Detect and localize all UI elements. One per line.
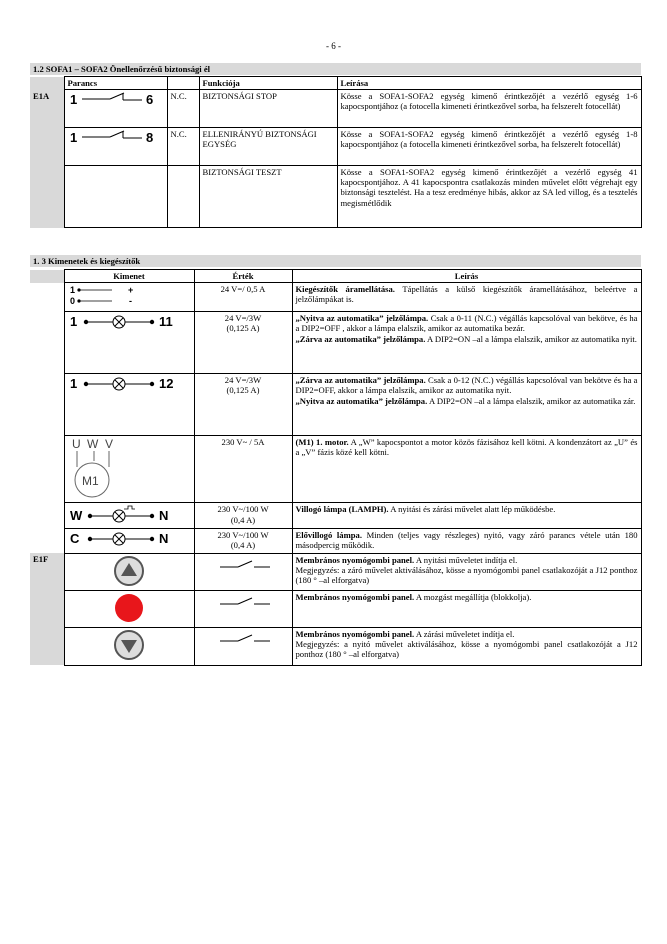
svg-text:W: W (69, 508, 82, 524)
contact-symbol (64, 128, 167, 166)
output-value: 24 V=/ 0,5 A (194, 283, 292, 312)
svg-text:0: 0 (69, 296, 75, 307)
contact-symbol (194, 627, 292, 665)
sofa-table (30, 76, 642, 228)
function-description: Kösse a SOFA1-SOFA2 egység kimenő érintkezőjét a vezérlő egység 1-8 kapocspontjához (a fotocella kimeneti érintkezővel sorba, ha felszerelt fotocellát) (337, 128, 641, 166)
svg-text:U: U (71, 437, 81, 452)
output-description: Kiegészítők áramellátása. Tápellátás a külső kiegészítők áramellátásához, beleértve a jelzőlámpákat is. (292, 283, 641, 312)
svg-text:W: W (86, 437, 98, 452)
function-description: Kösse a SOFA1-SOFA2 egység kimenő érintkezőjét a vezérlő egység 41 kapocspontjához. A 41 kapocspontra csatlakozás minden művelet előtt végrehajt egy biztonsági tesztelést. Ha a tesz eredménye hibás, akkor az SA led villog, és a tesztelés megismétlődik (337, 166, 641, 228)
output-description: „Nyitva az automatika” jelzőlámpa. Csak a 0-11 (N.C.) végállás kapcsolóval van bekötve, és ha a DIP2=OFF , akkor a lámpa elalszik, amikor az automatika bezár. „Zárva az automatika” jelzőlámpa. A DIP2=ON –al a lámpa elalszik, amikor az automatika nyit. (292, 312, 641, 374)
membrane-open-button[interactable] (64, 553, 194, 590)
output-value: 24 V=/3W (0,125 A) (194, 312, 292, 374)
header-leiras: Leírás (292, 270, 641, 283)
nc-label: N.C. (167, 90, 199, 128)
header-leiras: Leírása (337, 77, 641, 90)
svg-text:11: 11 (158, 314, 173, 330)
output-value: 230 V~/100 W (0,4 A) (194, 528, 292, 553)
svg-text:N: N (158, 530, 168, 546)
output-value: 230 V~ / 5A (194, 436, 292, 503)
output-symbol (64, 312, 194, 374)
motor-symbol (64, 436, 194, 503)
function-description: Kösse a SOFA1-SOFA2 egység kimenő érintkezőjét a vezérlő egység 1-6 kapocspontjához (a fotocella kimeneti érintkezővel sorba, ha felszerelt fotocellát) (337, 90, 641, 128)
svg-text:1: 1 (69, 285, 75, 296)
contact-symbol (64, 90, 167, 128)
terminal-from: 1 (69, 92, 77, 108)
button-description: Membrános nyomógombi panel. A mozgást megállítja (blokkolja). (292, 590, 641, 627)
page-number: - 6 - (326, 41, 341, 51)
output-symbol (64, 503, 194, 528)
svg-text:1: 1 (69, 314, 77, 330)
svg-text:N: N (158, 508, 168, 524)
function-name: ELLENIRÁNYÚ BIZTONSÁGI EGYSÉG (199, 128, 337, 166)
section-title-sofa: 1.2 SOFA1 – SOFA2 Önellenőrzésű biztonsági él (30, 63, 641, 75)
svg-text:C: C (69, 530, 79, 546)
outputs-table (30, 269, 642, 666)
terminal-to: 6 (145, 92, 153, 108)
output-description: „Zárva az automatika” jelzőlámpa. Csak a 0-12 (N.C.) végállás kapcsolóval van bekötve és ha a DIP2=OFF, akkor a lámpa elalszik, amikor az automatika nyit. „Nyitva az automatika” jelzőlámpa. A DIP2=ON –al a lámpa elalszik, amikor az automatika zár. (292, 374, 641, 436)
nc-label: N.C. (167, 128, 199, 166)
output-value: 230 V~/100 W (0,4 A) (194, 503, 292, 528)
contact-symbol (194, 553, 292, 590)
output-description: (M1) 1. motor. A „W” kapocspontot a motor közös fázisához kell kötni. A kondenzátort az „U” és a „V” fázis közé kell kötni. (292, 436, 641, 503)
button-description: Membrános nyomógombi panel. A zárási műveletet indítja el. Megjegyzés: a nyitó művelet aktiválásához, kösse a nyomógombi panel csatlakozóját a J12 ponthoz (180 ° –al elforgatva) (292, 627, 641, 665)
terminal-to: 8 (145, 130, 153, 146)
output-value: 24 V=/3W (0,125 A) (194, 374, 292, 436)
output-symbol (64, 283, 194, 312)
button-description: Membrános nyomógombi panel. A nyitási műveletet indítja el. Megjegyzés: a záró művelet aktiválásához, kösse a nyomógombi panel csatlakozóját a J12 ponthoz (180 ° –al elforgatva) (292, 553, 641, 590)
membrane-close-button[interactable] (64, 627, 194, 665)
terminal-from: 1 (69, 130, 77, 146)
header-parancs: Parancs (64, 77, 167, 90)
svg-text:1: 1 (69, 376, 77, 392)
header-funkcio: Funkciója (199, 77, 337, 90)
output-description: Villogó lámpa (LAMPH). A nyitási és zárási művelet alatt lép működésbe. (292, 503, 641, 528)
header-ertek: Érték (194, 270, 292, 283)
output-symbol (64, 528, 194, 553)
section-title-outputs: 1. 3 Kimenetek és kiegészítők (30, 255, 641, 267)
code-e1f: E1F (30, 553, 64, 665)
function-name: BIZTONSÁGI TESZT (199, 166, 337, 228)
function-name: BIZTONSÁGI STOP (199, 90, 337, 128)
output-description: Elővillogó lámpa. Minden (teljes vagy részleges) nyitó, vagy záró parancs vétele után 180 másodpercig működik. (292, 528, 641, 553)
membrane-stop-button[interactable] (64, 590, 194, 627)
header-kimenet: Kimenet (64, 270, 194, 283)
svg-text:V: V (104, 437, 113, 452)
svg-text:M1: M1 (81, 474, 99, 489)
svg-text:12: 12 (158, 376, 173, 392)
output-symbol (64, 374, 194, 436)
svg-text:+: + (127, 285, 133, 296)
contact-symbol (194, 590, 292, 627)
svg-text:-: - (128, 296, 132, 307)
code-e1a: E1A (30, 90, 64, 228)
